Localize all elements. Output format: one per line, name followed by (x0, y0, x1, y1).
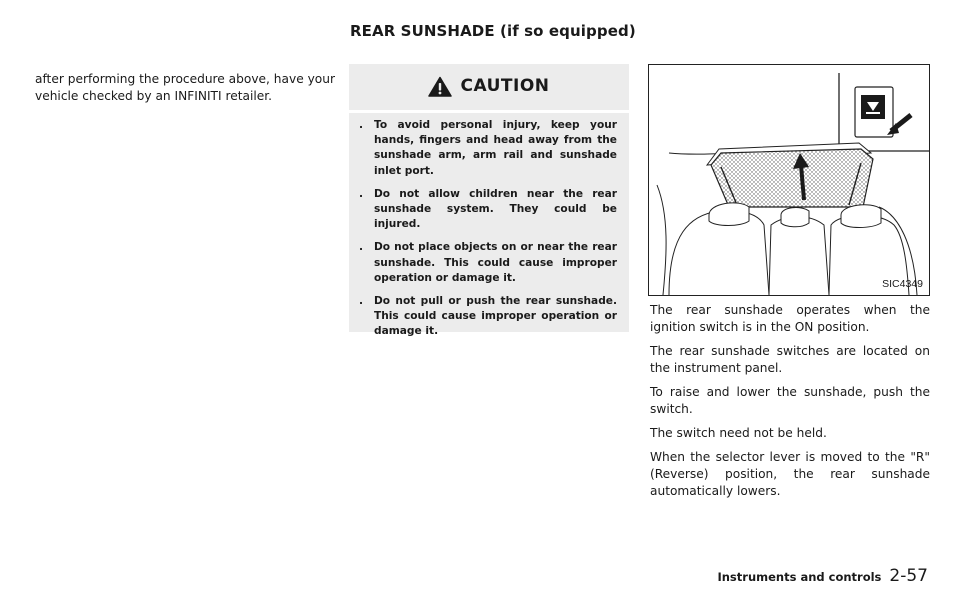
caution-item (359, 187, 617, 233)
warning-icon (428, 76, 452, 97)
caution-header (349, 64, 629, 108)
caution-item-text: Do not place objects on or near the rear sunshade. This could cause improper operation or damage it. (374, 241, 617, 284)
section-header: REAR SUNSHADE (if so equipped) (350, 22, 636, 40)
caution-item (359, 294, 617, 340)
caution-item (359, 240, 617, 286)
figure-code: SIC4349 (882, 278, 923, 290)
paragraph: The rear sunshade operates when the ignition switch is in the ON position. (650, 303, 930, 334)
bullet: . (359, 241, 364, 254)
page-footer (717, 566, 928, 586)
bullet: . (359, 187, 364, 200)
footer-section-title: Instruments and controls (717, 570, 882, 584)
continued-text: after performing the procedure above, have your vehicle checked by an INFINITI retailer. (35, 72, 335, 103)
paragraph: The rear sunshade switches are located on the instrument panel. (650, 344, 930, 375)
description-text (650, 302, 930, 507)
sunshade-mesh (711, 149, 873, 207)
paragraph: The switch need not be held. (650, 426, 827, 440)
caution-list (359, 118, 617, 348)
paragraph: To raise and lower the sunshade, push the switch. (650, 385, 930, 416)
caution-divider (349, 110, 629, 113)
caution-title: CAUTION (460, 76, 550, 96)
caution-item-text: Do not allow children near the rear sunshade system. They could be injured. (374, 187, 617, 231)
page-number: 2-57 (889, 566, 928, 586)
bullet: . (359, 119, 364, 131)
caution-item-text: Do not pull or push the rear sunshade. This could cause improper operation or damage it. (374, 295, 617, 338)
caution-box (349, 64, 629, 338)
caution-item (359, 118, 617, 179)
sunshade-illustration (648, 64, 930, 296)
caution-item-text: To avoid personal injury, keep your hands, fingers and head away from the sunshade arm, arm rail and sunshade inlet port. (374, 119, 617, 177)
rear-seat-drawing (649, 65, 929, 295)
switch-inset (839, 73, 929, 151)
bullet: . (359, 295, 364, 308)
paragraph: When the selector lever is moved to the "R" (Reverse) position, the rear sunshade automatically lowers. (650, 450, 930, 498)
